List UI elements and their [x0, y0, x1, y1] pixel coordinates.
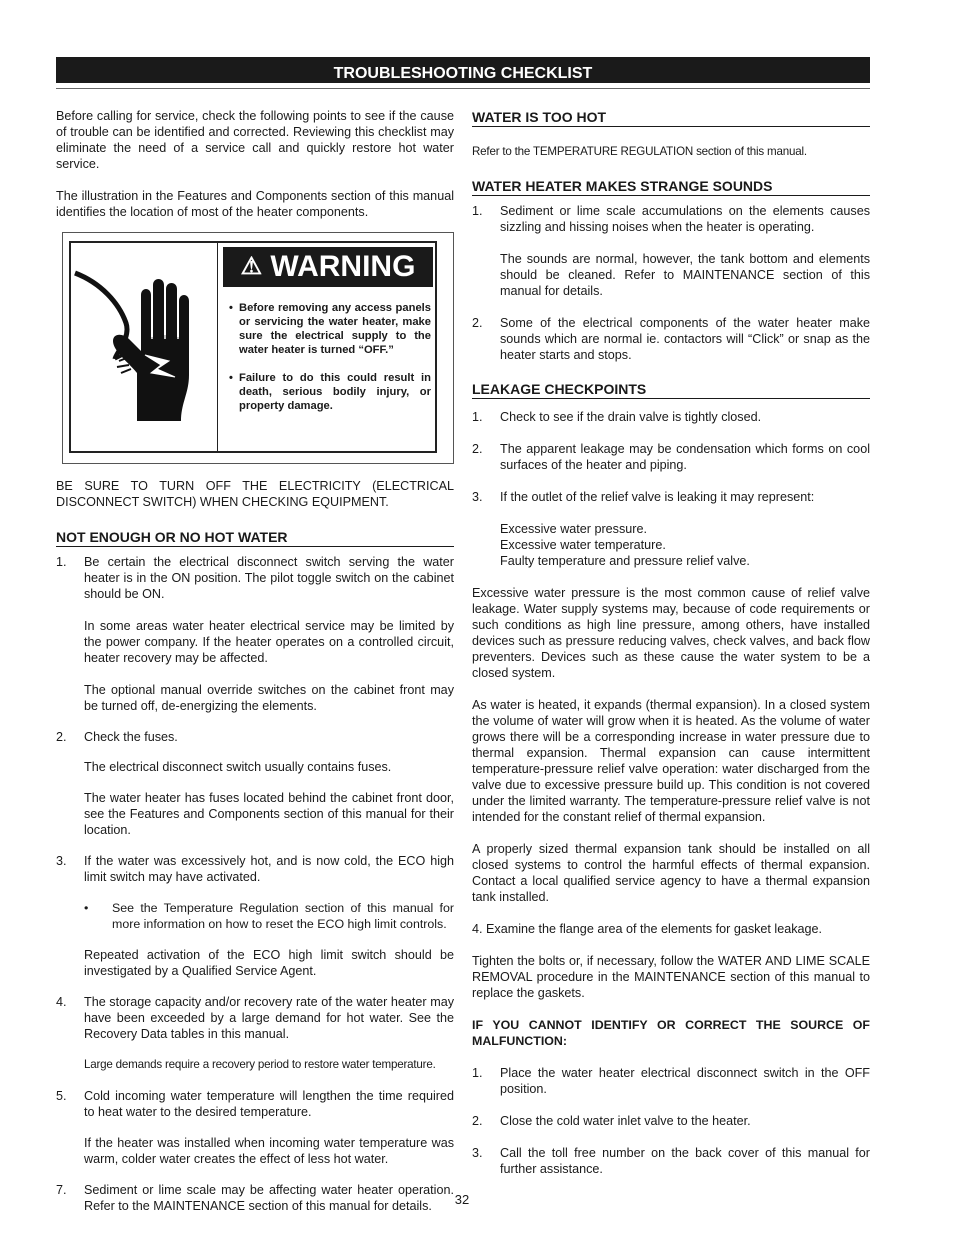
list-item	[472, 315, 870, 363]
item-number: 4.	[56, 995, 67, 1009]
intro-paragraph-2: The illustration in the Features and Components section of this manual identifies the location of most of the heater components.	[56, 189, 454, 219]
body-paragraph: Excessive water pressure is the most common cause of relief valve leakage. Water supply systems may, because of code requirements or such conditions as high line pressure, among others, have installed devices such as pressure reducing valves, check valves, and back flow preventers. Devices such as these cause the water system to be a closed system.	[472, 586, 870, 680]
item-paragraph: In some areas water heater electrical service may be limited by the power company. If the heater operates on a controlled circuit, heater recovery may be affected.	[84, 619, 454, 665]
item-paragraph: If the heater was installed when incoming water temperature was warm, colder water creates the effect of less hot water.	[84, 1136, 454, 1166]
item-paragraph: Large demands require a recovery period to restore water temperature.	[84, 1058, 436, 1071]
list-item	[472, 441, 870, 473]
item-paragraph: The optional manual override switches on the cabinet front may be turned off, de-energizing the elements.	[84, 683, 454, 713]
list-item	[472, 489, 870, 505]
item-text: Some of the electrical components of the water heater make sounds which are normal ie. contactors will “Click” or snap as the heater starts and stops.	[500, 316, 870, 362]
item-sub-line: Excessive water pressure.	[500, 522, 647, 536]
sub-bullet	[56, 900, 454, 932]
item-text: The apparent leakage may be condensation which forms on cool surfaces of the heater and piping.	[500, 442, 870, 472]
sub-bullet-text: See the Temperature Regulation section of this manual for more information on how to reset the ECO high limit controls.	[112, 901, 454, 931]
item-number: 5.	[56, 1089, 67, 1103]
bullet-icon: •	[229, 302, 233, 314]
section-heading-not-enough-hot-water: NOT ENOUGH OR NO HOT WATER	[56, 528, 454, 547]
intro-paragraph: Before calling for service, check the following points to see if the cause of trouble can be identified and corrected. Reviewing this checklist may eliminate the need of a service call and quickly restore hot water service.	[56, 109, 454, 171]
be-sure-notice: BE SURE TO TURN OFF THE ELECTRICITY (ELECTRICAL DISCONNECT SWITCH) WHEN CHECKING EQUIPMENT.	[56, 479, 454, 509]
item-text: If the water was excessively hot, and is now cold, the ECO high limit switch may have activated.	[84, 854, 454, 884]
list-item	[56, 554, 454, 602]
item-text: Close the cold water inlet valve to the heater.	[500, 1114, 751, 1128]
warning-label-frame	[69, 241, 437, 453]
item-sub-line: Faulty temperature and pressure relief valve.	[500, 554, 750, 568]
warning-list	[229, 301, 431, 427]
item-number: 3.	[472, 1146, 483, 1160]
item-paragraph: The water heater has fuses located behind the cabinet front door, see the Features and Components section of this manual for their location.	[84, 791, 454, 837]
right-column	[472, 108, 870, 1177]
item-text: Sediment or lime scale accumulations on the elements causes sizzling and hissing noises when the heater is operating.	[500, 204, 870, 234]
warning-header	[223, 247, 433, 287]
body-paragraph: 4. Examine the flange area of the elements for gasket leakage.	[472, 922, 823, 936]
item-sub-line: Excessive water temperature.	[500, 538, 666, 552]
item-number: 7.	[56, 1183, 67, 1197]
bullet-icon: •	[229, 372, 233, 384]
item-number: 2.	[472, 1114, 483, 1128]
item-text: Be certain the electrical disconnect switch serving the water heater is in the ON position. The pilot toggle switch on the cabinet should be ON.	[84, 555, 454, 601]
item-paragraph: The electrical disconnect switch usually contains fuses.	[84, 760, 392, 774]
warning-triangle-icon: ⚠	[240, 253, 263, 280]
item-text: Cold incoming water temperature will lengthen the time required to heat water to the desired temperature.	[84, 1089, 454, 1119]
cannot-identify-heading: IF YOU CANNOT IDENTIFY OR CORRECT THE SOURCE OF MALFUNCTION:	[472, 1018, 870, 1048]
item-text: Call the toll free number on the back cover of this manual for further assistance.	[500, 1146, 870, 1176]
item-text: Check to see if the drain valve is tightly closed.	[500, 410, 762, 424]
body-paragraph: Tighten the bolts or, if necessary, follow the WATER AND LIME SCALE REMOVAL procedure in the MAINTENANCE section of this manual to replace the gaskets.	[472, 954, 870, 1000]
warning-bullet	[229, 301, 431, 357]
list-item	[56, 853, 454, 885]
list-item	[56, 994, 454, 1042]
item-number: 1.	[472, 410, 483, 424]
list-item	[472, 1145, 870, 1177]
item-number: 1.	[472, 204, 483, 218]
too-hot-text: Refer to the TEMPERATURE REGULATION section of this manual.	[472, 145, 807, 158]
item-number: 2.	[472, 316, 483, 330]
warning-bullet-text: Before removing any access panels or servicing the water heater, make sure the electrical supply to the water heater is turned “OFF.”	[239, 302, 431, 356]
list-item	[56, 729, 454, 745]
warning-bullet-text: Failure to do this could result in death, serious bodily injury, or property damage.	[239, 372, 431, 412]
left-column	[56, 108, 454, 1214]
item-text: The storage capacity and/or recovery rate of the water heater may have been exceeded by a large demand for hot water. See the Recovery Data tables in this manual.	[84, 995, 454, 1041]
item-text: Check the fuses.	[84, 730, 178, 744]
section-heading-water-too-hot: WATER IS TOO HOT	[472, 108, 870, 127]
item-paragraph: Repeated activation of the ECO high limit switch should be investigated by a Qualified Service Agent.	[84, 948, 454, 978]
item-text: Place the water heater electrical disconnect switch in the OFF position.	[500, 1066, 870, 1096]
section-heading-strange-sounds: WATER HEATER MAKES STRANGE SOUNDS	[472, 177, 870, 196]
item-paragraph: The sounds are normal, however, the tank bottom and elements should be cleaned. Refer to MAINTENANCE section of this manual for details.	[500, 252, 870, 298]
page-title: TROUBLESHOOTING CHECKLIST	[56, 57, 870, 83]
item-number: 3.	[56, 854, 67, 868]
section-heading-leakage: LEAKAGE CHECKPOINTS	[472, 380, 870, 399]
list-item	[472, 1113, 870, 1129]
list-item	[472, 1065, 870, 1097]
item-number: 2.	[56, 730, 67, 744]
warning-header-text: WARNING	[270, 250, 416, 283]
item-number: 1.	[472, 1066, 483, 1080]
electrical-shock-hand-icon	[71, 243, 218, 451]
warning-bullet	[229, 371, 431, 413]
item-number: 1.	[56, 555, 67, 569]
list-item	[56, 1088, 454, 1120]
warning-label	[62, 232, 454, 464]
list-item	[472, 409, 870, 425]
item-number: 2.	[472, 442, 483, 456]
bullet-icon: •	[84, 901, 89, 915]
item-text: Sediment or lime scale may be affecting water heater operation. Refer to the MAINTENANCE section of this manual for details.	[84, 1183, 454, 1213]
body-paragraph: A properly sized thermal expansion tank should be installed on all closed systems to control the harmful effects of thermal expansion. Contact a local qualified service agency to have a thermal expansion tank installed.	[472, 842, 870, 904]
page-number: 32	[454, 1192, 470, 1207]
title-divider	[56, 88, 870, 89]
item-number: 3.	[472, 490, 483, 504]
list-item	[472, 203, 870, 235]
body-paragraph: As water is heated, it expands (thermal expansion). In a closed system the volume of water will grow when it is heated. As the volume of water grows there will be a corresponding increase in water pressure due to thermal expansion. Thermal expansion can cause intermittent temperature-pressure relief valve operation: water discharged from the valve due to excessive pressure build up. This condition is not covered under the limited warranty. The temperature-pressure relief valve is not intended for the constant relief of thermal expansion.	[472, 698, 870, 824]
item-text: If the outlet of the relief valve is leaking it may represent:	[500, 490, 815, 504]
